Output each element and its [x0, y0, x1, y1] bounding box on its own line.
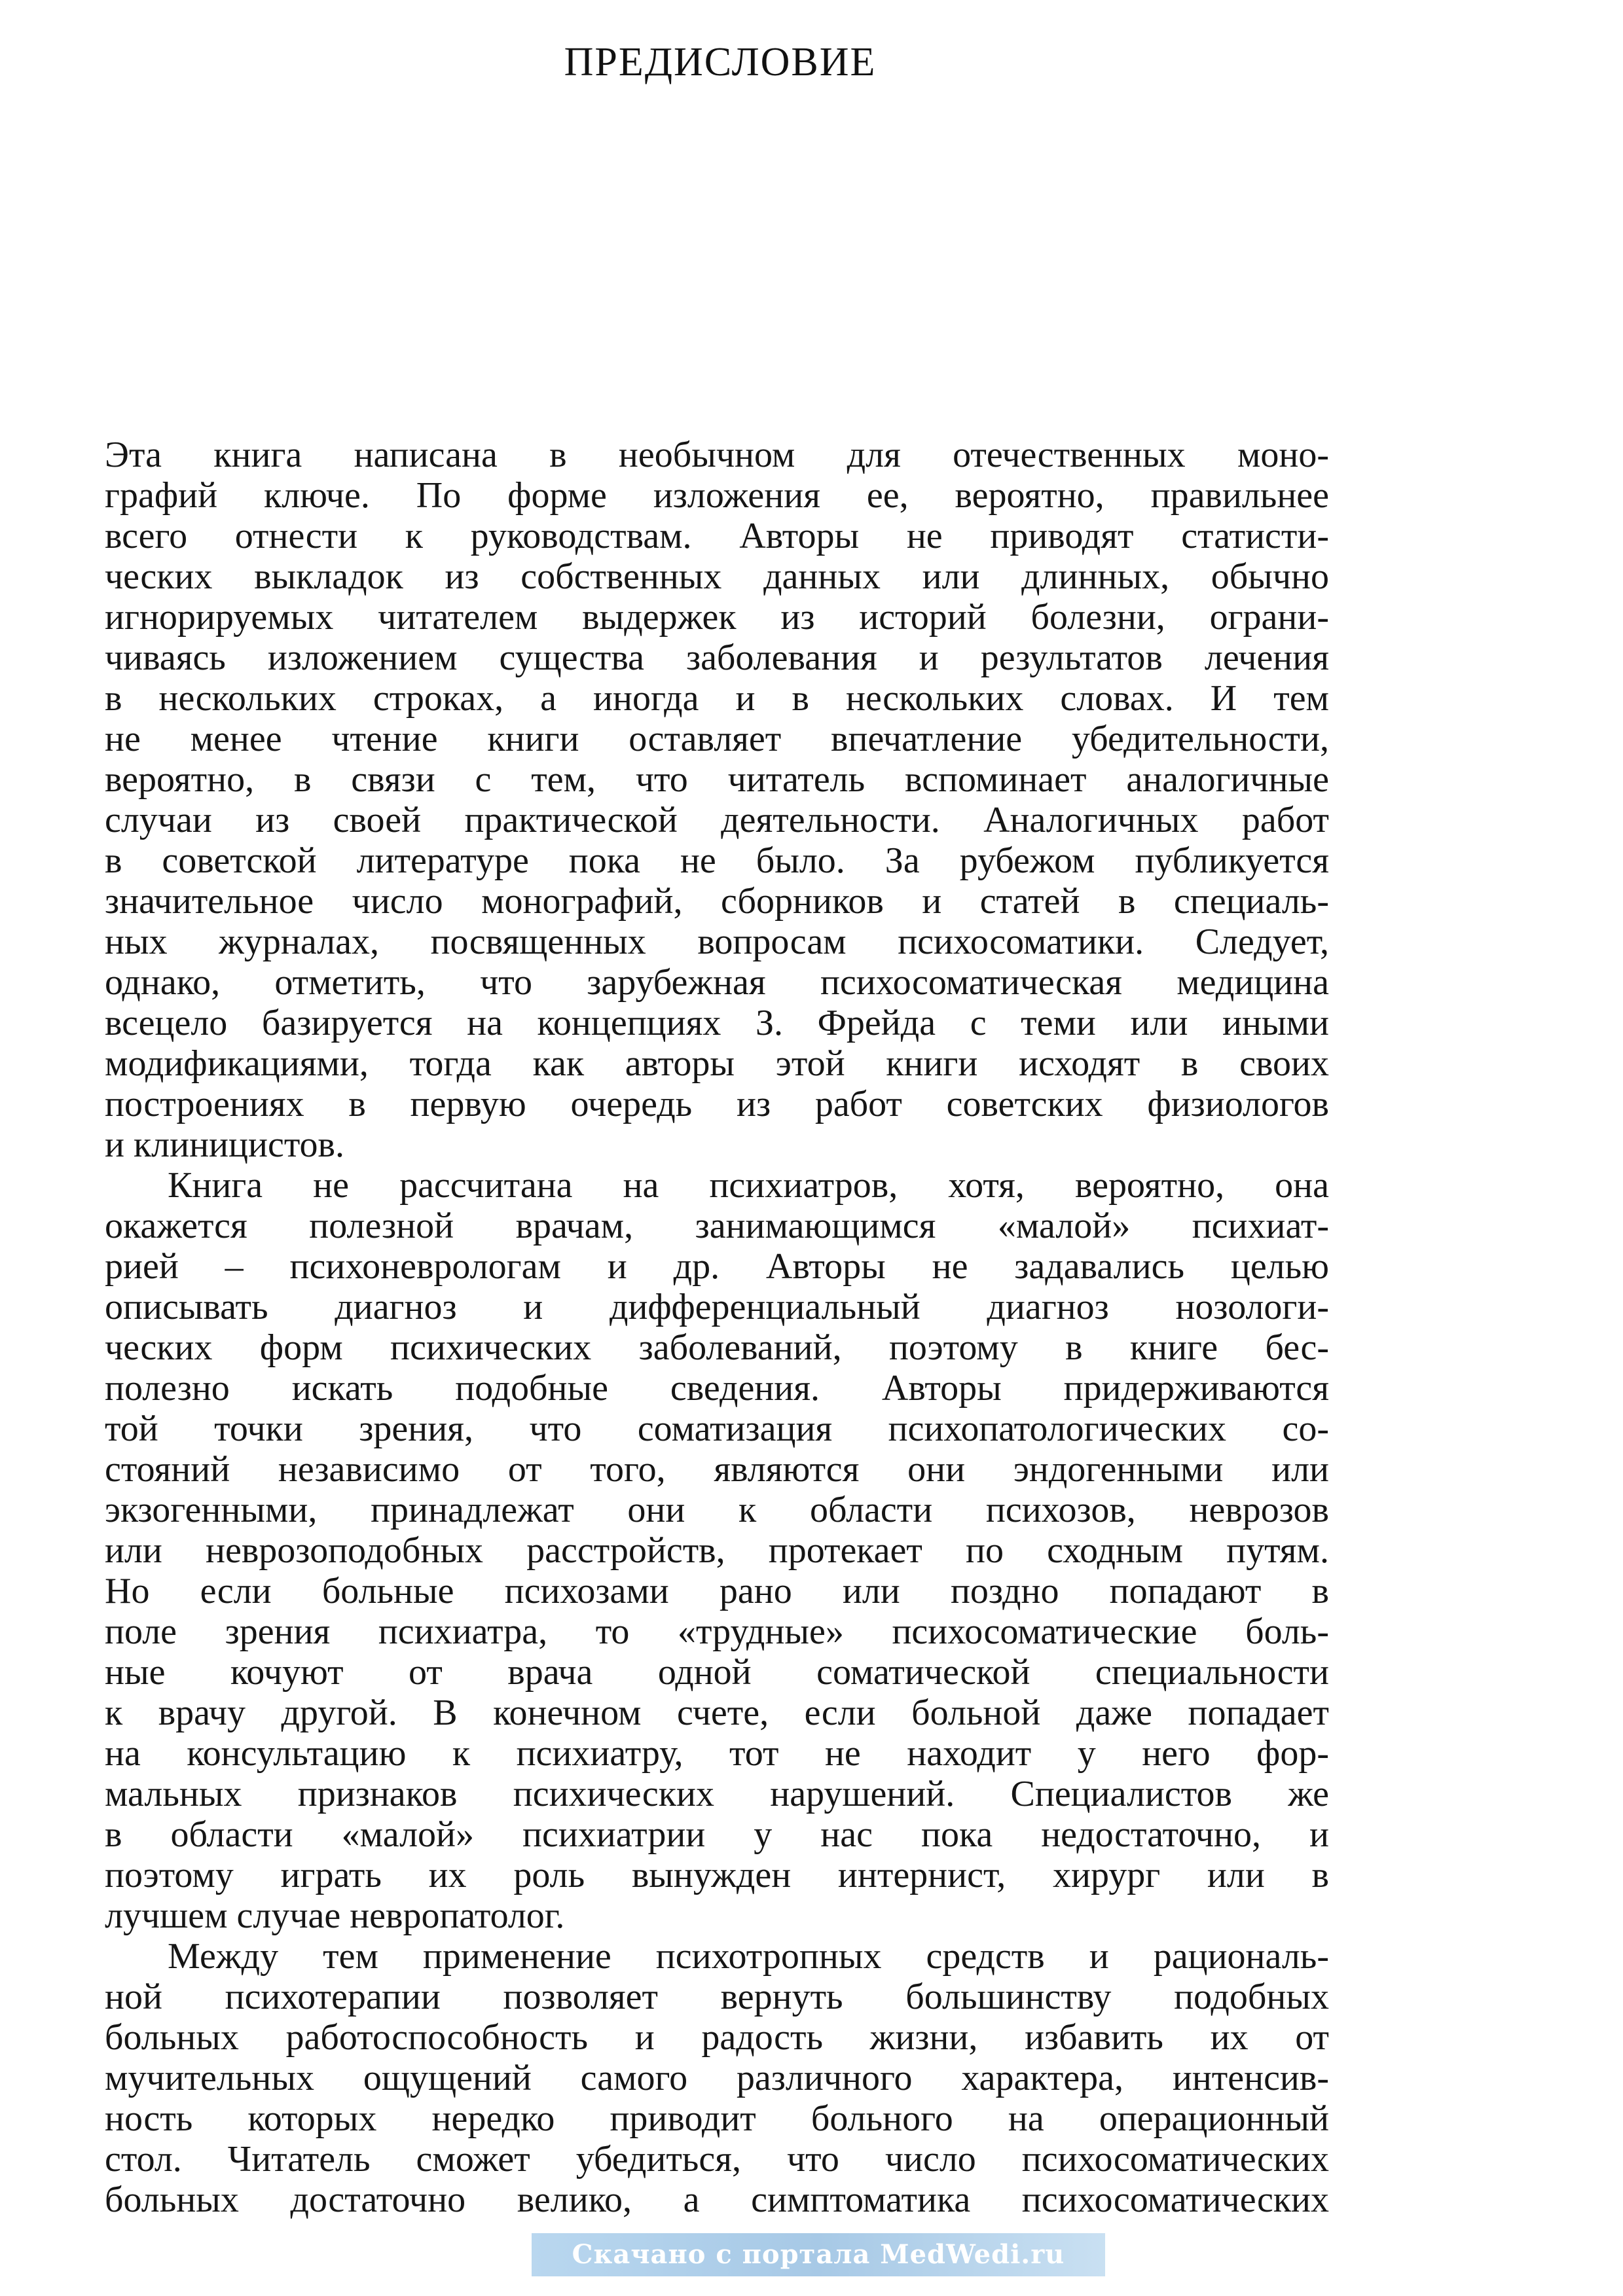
text-line: построениях в первую очередь из работ советских физиологов	[105, 1084, 1329, 1124]
text-line: вероятно, в связи с тем, что читатель вспоминает аналогичные	[105, 759, 1329, 800]
preface-body	[105, 435, 1329, 2220]
text-line: чиваясь изложением существа заболевания и результатов лечения	[105, 637, 1329, 678]
text-line: в нескольких строках, а иногда и в нескольких словах. И тем	[105, 678, 1329, 719]
text-line: на консультацию к психиатру, тот не находит у него фор-	[105, 1733, 1329, 1774]
text-line: больных работоспособность и радость жизни, избавить их от	[105, 2017, 1329, 2058]
text-line: описывать диагноз и дифференциальный диагноз нозологи-	[105, 1287, 1329, 1327]
text-line: значительное число монографий, сборников и статей в специаль-	[105, 881, 1329, 922]
text-line: ность которых нередко приводит больного на операционный	[105, 2098, 1329, 2139]
text-line: мальных признаков психических нарушений. Специалистов же	[105, 1774, 1329, 1814]
text-line: к врачу другой. В конечном счете, если больной даже попадает	[105, 1693, 1329, 1733]
text-line: экзогенными, принадлежат они к области психозов, неврозов	[105, 1490, 1329, 1530]
download-watermark: Скачано с портала MedWedi.ru	[532, 2233, 1105, 2276]
text-line: ные кочуют от врача одной соматической специальности	[105, 1652, 1329, 1693]
text-line: ческих форм психических заболеваний, поэтому в книге бес-	[105, 1327, 1329, 1368]
text-line: не менее чтение книги оставляет впечатление убедительности,	[105, 719, 1329, 759]
text-line: той точки зрения, что соматизация психопатологических со-	[105, 1408, 1329, 1449]
text-line: ческих выкладок из собственных данных или длинных, обычно	[105, 556, 1329, 597]
text-line: в советской литературе пока не было. За рубежом публикуется	[105, 840, 1329, 881]
page-title: ПРЕДИСЛОВИЕ	[564, 40, 877, 84]
text-line: стояний независимо от того, являются они эндогенными или	[105, 1449, 1329, 1490]
text-line: полезно искать подобные сведения. Авторы придерживаются	[105, 1368, 1329, 1408]
text-line: лучшем случае невропатолог.	[105, 1895, 565, 1936]
text-line: игнорируемых читателем выдержек из историй болезни, ограни-	[105, 597, 1329, 637]
text-line: поэтому играть их роль вынужден интернист, хирург или в	[105, 1855, 1329, 1895]
text-line: и клиницистов.	[105, 1124, 344, 1165]
text-line: всего отнести к руководствам. Авторы не приводят статисти-	[105, 516, 1329, 556]
text-line: Эта книга написана в необычном для отечественных моно-	[105, 435, 1329, 475]
text-line: случаи из своей практической деятельности. Аналогичных работ	[105, 800, 1329, 840]
text-line: больных достаточно велико, а симптоматика психосоматических	[105, 2179, 1329, 2220]
text-line: графий ключе. По форме изложения ее, вероятно, правильнее	[105, 475, 1329, 516]
text-line: ной психотерапии позволяет вернуть большинству подобных	[105, 1977, 1329, 2017]
text-line: однако, отметить, что зарубежная психосоматическая медицина	[105, 962, 1329, 1003]
text-line: Книга не рассчитана на психиатров, хотя, вероятно, она	[168, 1165, 1329, 1206]
text-line: окажется полезной врачам, занимающимся «малой» психиат-	[105, 1206, 1329, 1246]
text-line: в области «малой» психиатрии у нас пока недостаточно, и	[105, 1814, 1329, 1855]
text-line: Но если больные психозами рано или поздно попадают в	[105, 1571, 1329, 1611]
text-line: рией – психоневрологам и др. Авторы не задавались целью	[105, 1246, 1329, 1287]
text-line: или неврозоподобных расстройств, протекает по сходным путям.	[105, 1530, 1329, 1571]
text-line: стол. Читатель сможет убедиться, что число психосоматических	[105, 2139, 1329, 2179]
text-line: всецело базируется на концепциях З. Фрейда с теми или иными	[105, 1003, 1329, 1043]
text-line: мучительных ощущений самого различного характера, интенсив-	[105, 2058, 1329, 2098]
text-line: ных журналах, посвященных вопросам психосоматики. Следует,	[105, 922, 1329, 962]
text-line: поле зрения психиатра, то «трудные» психосоматические боль-	[105, 1611, 1329, 1652]
text-line: Между тем применение психотропных средств и рациональ-	[168, 1936, 1329, 1977]
text-line: модификациями, тогда как авторы этой книги исходят в своих	[105, 1043, 1329, 1084]
